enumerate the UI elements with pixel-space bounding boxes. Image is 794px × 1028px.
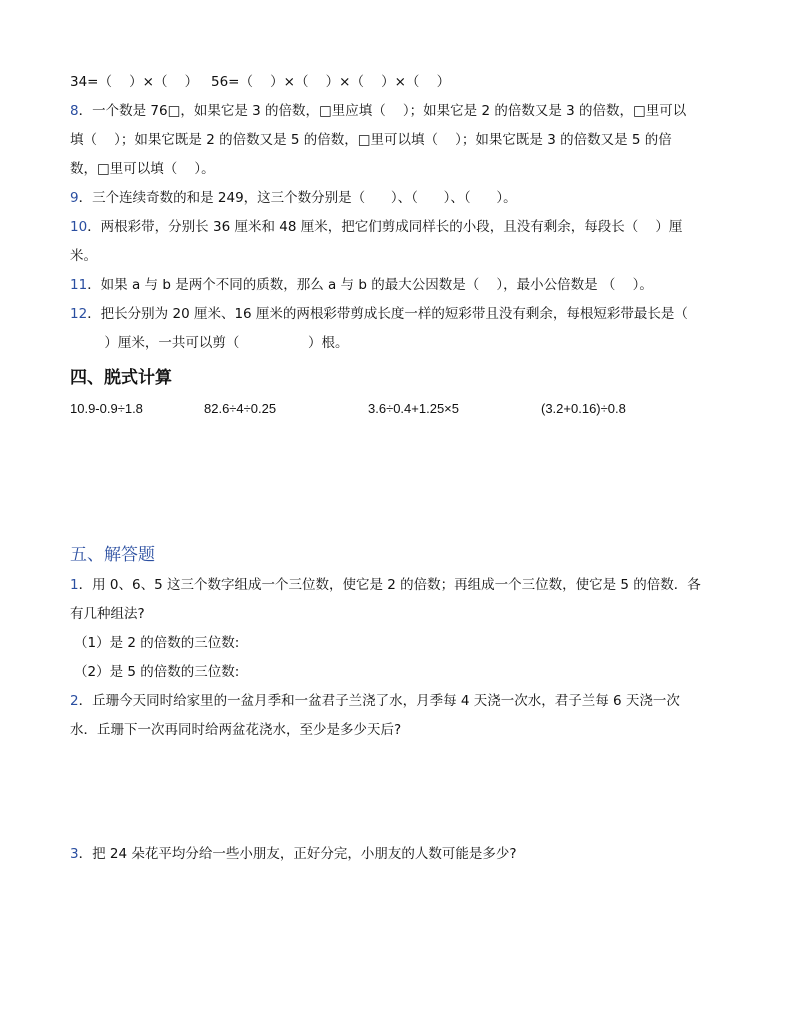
q11-text: ．如果 a 与 b 是两个不同的质数，那么 a 与 b 的最大公因数是（ ），最小公倍数是 （ ）。 — [87, 277, 653, 293]
q12-line-1 — [70, 304, 688, 324]
s5-q1-text-1: ．用 0、6、5 这三个数字组成一个三位数，使它是 2 的倍数；再组成一个三位数，使它是 5 的倍数．各 — [78, 577, 701, 593]
s5-q2-line-2: 水．丘珊下一次再同时给两盆花浇水，至少是多少天后? — [70, 722, 402, 738]
q10-line-1 — [70, 217, 682, 237]
q8-line-2: 填（ ）；如果它既是 2 的倍数又是 5 的倍数，□里可以填（ ）；如果它既是 3 的倍数又是 5 的倍 — [70, 132, 672, 148]
q12-number: 12 — [70, 306, 88, 322]
q9-line — [70, 188, 517, 208]
s5-q2-line-1 — [70, 691, 680, 711]
calc-expr-4: (3.2+0.16)÷0.8 — [541, 401, 626, 416]
q11-number: 11 — [70, 277, 88, 293]
calc-expr-2: 82.6÷4÷0.25 — [204, 401, 277, 416]
s5-q3-number: 3 — [70, 846, 79, 862]
s5-q1-sub-1: （1）是 2 的倍数的三位数: — [74, 635, 240, 651]
calc-expr-1: 10.9-0.9÷1.8 — [70, 401, 143, 416]
s5-q3-line — [70, 844, 517, 864]
s5-q1-sub-2: （2）是 5 的倍数的三位数: — [74, 664, 240, 680]
q9-text: ．三个连续奇数的和是 249，这三个数分别是（ ）、（ ）、（ ）。 — [78, 190, 517, 206]
calc-expr-3: 3.6÷0.4+1.25×5 — [368, 401, 459, 416]
q10-line-2: 米。 — [70, 248, 97, 264]
s5-q1-line-2: 有几种组法? — [70, 606, 145, 622]
q11-line — [70, 275, 653, 295]
q8-line-3: 数，□里可以填（ ）。 — [70, 161, 215, 177]
q9-number: 9 — [70, 190, 79, 206]
section-5-title: 五、解答题 — [70, 545, 155, 565]
q8-number: 8 — [70, 103, 79, 119]
q8-line-1 — [70, 101, 686, 121]
s5-q2-number: 2 — [70, 693, 79, 709]
q10-text-1: ．两根彩带，分别长 36 厘米和 48 厘米，把它们剪成同样长的小段，且没有剩余，每段长（ ）厘 — [87, 219, 683, 235]
q10-number: 10 — [70, 219, 88, 235]
q8-text-1: ．一个数是 76□，如果它是 3 的倍数，□里应填（ ）；如果它是 2 的倍数又是 3 的倍数，□里可以 — [78, 103, 687, 119]
s5-q1-number: 1 — [70, 577, 79, 593]
q12-line-2: ）厘米，一共可以剪（ ）根。 — [70, 335, 349, 351]
s5-q1-line-1 — [70, 575, 701, 595]
s5-q3-text: ．把 24 朵花平均分给一些小朋友，正好分完，小朋友的人数可能是多少? — [78, 846, 517, 862]
q7-line: 34=（ ）×（ ） 56=（ ）×（ ）×（ ）×（ ） — [70, 74, 451, 90]
section-4-title: 四、脱式计算 — [70, 368, 172, 388]
s5-q2-text-1: ．丘珊今天同时给家里的一盆月季和一盆君子兰浇了水，月季每 4 天浇一次水，君子兰每 6 天浇一次 — [78, 693, 680, 709]
q12-text-1: ．把长分别为 20 厘米、16 厘米的两根彩带剪成长度一样的短彩带且没有剩余，每根短彩带最长是（ — [87, 306, 688, 322]
